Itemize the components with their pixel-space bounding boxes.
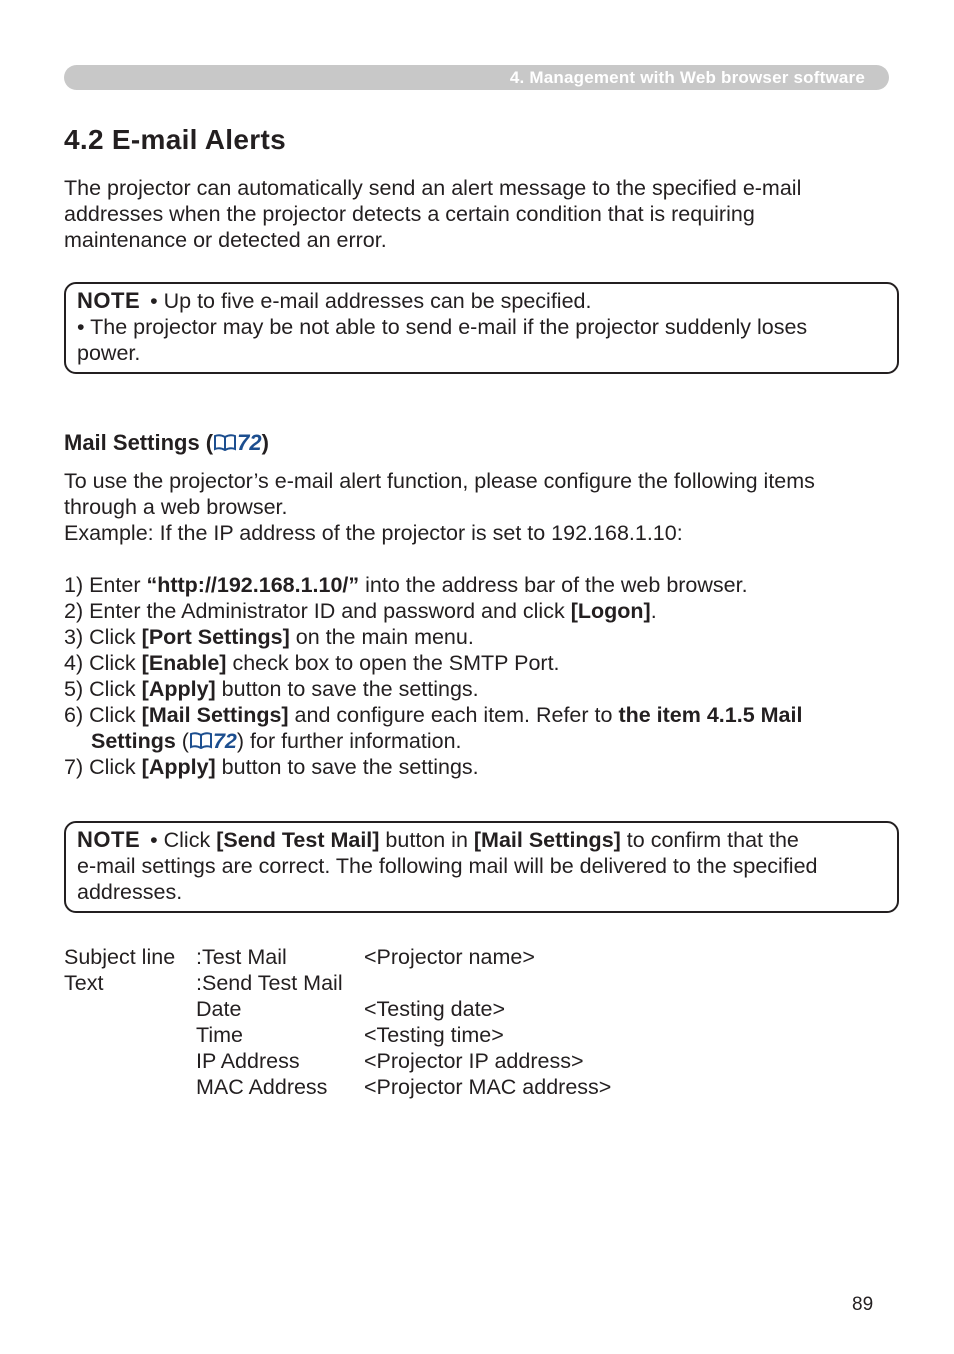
page-reference-link[interactable]: 72 [212, 729, 237, 753]
note-box-limits [64, 282, 899, 374]
mail-settings-intro-line: Example: If the IP address of the projector is set to 192.168.1.10: [64, 521, 683, 545]
table-row: Time <Testing time> [196, 1023, 504, 1047]
note-line [77, 288, 887, 314]
note-line: power. [77, 341, 141, 365]
chapter-title: 4. Management with Web browser software [509, 68, 865, 87]
note-line: NOTE • Click [Send Test Mail] button in [Mail Settings] to confirm that the [77, 827, 799, 852]
mail-settings-title: Mail Settings ( [64, 430, 214, 455]
note-text: • Up to five e-mail addresses can be specified. [150, 289, 592, 313]
book-reference-icon [213, 434, 237, 451]
step-item-reference: the item 4.1.5 Mail [618, 703, 803, 727]
configuration-steps [64, 572, 802, 780]
note-line: e-mail settings are correct. The following mail will be delivered to the specified [77, 854, 818, 878]
step-url: “http://192.168.1.10/” [146, 573, 360, 597]
table-row: MAC Address <Projector MAC address> [196, 1075, 612, 1099]
note-mail-settings: [Mail Settings] [473, 828, 621, 852]
table-row: Date <Testing date> [196, 997, 506, 1021]
section-intro-line: maintenance or detected an error. [64, 228, 387, 252]
note-box-test-mail [64, 821, 899, 913]
note-send-test-mail: [Send Test Mail] [216, 828, 380, 852]
mail-settings-intro-line: To use the projector’s e-mail alert function, please configure the following items [64, 469, 815, 493]
book-reference-icon [189, 732, 213, 749]
section-intro [64, 175, 894, 253]
step-item: 7) Click [Apply] button to save the settings. [64, 755, 479, 779]
section-intro-line: addresses when the projector detects a certain condition that is requiring [64, 202, 755, 226]
note-line: • The projector may be not able to send e-mail if the projector suddenly loses [77, 315, 808, 339]
table-row: Subject line :Test Mail <Projector name> [64, 945, 535, 969]
section-intro-line: The projector can automatically send an alert message to the specified e-mail [64, 176, 802, 200]
step-item: 1) Enter “http://192.168.1.10/” into the address bar of the web browser. [64, 573, 748, 597]
step-item: 3) Click [Port Settings] on the main menu. [64, 625, 474, 649]
step-item: 5) Click [Apply] button to save the settings. [64, 677, 479, 701]
table-row: Text :Send Test Mail [64, 971, 343, 995]
chapter-header-bar [64, 65, 889, 90]
step-enable: [Enable] [141, 651, 227, 675]
test-mail-contents-table [64, 944, 611, 1100]
section-title: 4.2 E-mail Alerts [64, 124, 286, 155]
note-label: NOTE [77, 288, 141, 313]
page-reference-link[interactable]: 72 [237, 430, 262, 455]
step-item: 4) Click [Enable] check box to open the SMTP Port. [64, 651, 560, 675]
step-port-settings: [Port Settings] [141, 625, 290, 649]
step-mail-settings: [Mail Settings] [141, 703, 289, 727]
step-apply: [Apply] [141, 677, 216, 701]
note-label: NOTE [77, 827, 141, 852]
step-item: 6) Click [Mail Settings] and configure each item. Refer to the item 4.1.5 Mail [64, 703, 803, 727]
mail-settings-intro [64, 468, 894, 546]
step-logon: [Logon] [570, 599, 651, 623]
page-number: 89 [852, 1294, 874, 1315]
step-item: 2) Enter the Administrator ID and password and click [Logon]. [64, 599, 657, 623]
note-line: addresses. [77, 880, 183, 904]
table-row: IP Address <Projector IP address> [196, 1049, 584, 1073]
step-item-continuation: Settings ( 72) for further information. [91, 729, 462, 753]
mail-settings-heading [64, 430, 269, 456]
mail-settings-title-end: ) [261, 430, 269, 455]
step-apply: [Apply] [141, 755, 216, 779]
mail-settings-intro-line: through a web browser. [64, 495, 288, 519]
